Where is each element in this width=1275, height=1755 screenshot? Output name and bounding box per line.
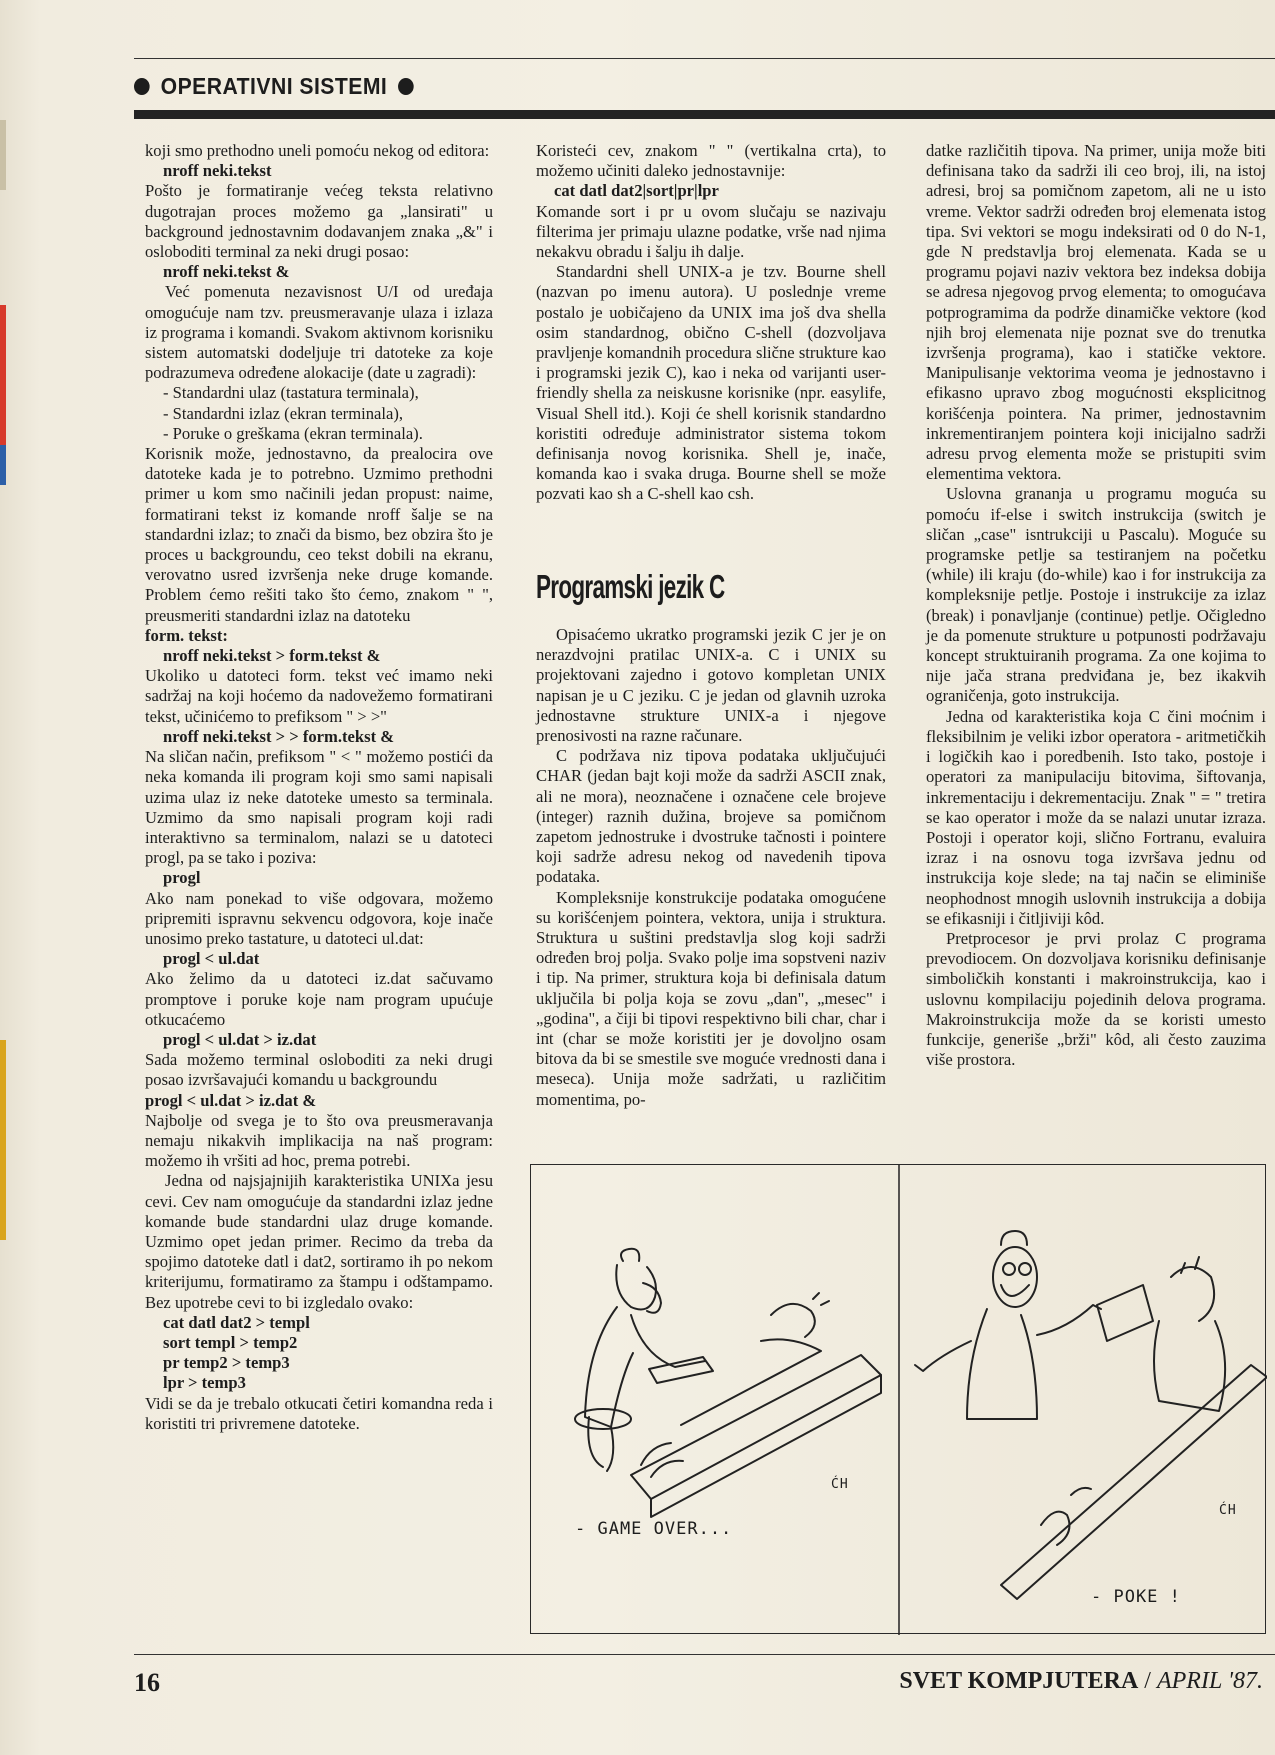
magazine-name: SVET KOMPJUTERA — [899, 1668, 1139, 1694]
column-2-upper-text — [536, 141, 886, 505]
command-line: progl < ul.dat > iz.dat — [163, 1029, 317, 1049]
paragraph: Na sličan način, prefiksom " < " možemo postići da neka komanda ili program koji smo sami napisali uzima ulaz iz neke datoteke umesto sa terminala. Uzmimo da smo napisali program koji radi interaktivno sa terminalom, nalazi se u datoteci progl, pa se tako i poziva: — [145, 747, 493, 868]
command-line: progl < ul.dat — [163, 949, 260, 969]
paragraph: - Poruke o greškama (ekran terminala). — [163, 423, 423, 443]
paragraph: Jedna od karakteristika koja C čini moćnim i fleksibilnim je veliki izbor operatora - aritmetičkih i logičkih kao i poredbenih. Isto tako, postoje i operatori za manipulaciju bitovima, šiftovanja, inkrementaciju i dekrementaciju. Znak " = " tretira se kao operator i može da se nalazi unutar izraza. Postoji i operator koji, slično Fortranu, evaluira izraz i na osnovu toga izvršava jednu od instrukcija koje slede; na taj način se eliminiše neophodnost mnogih uslovnih instrukcija a dobija se efikasniji i čitljiviji kôd. — [926, 706, 1266, 928]
paragraph: Korisnik može, jednostavno, da prealocira ove datoteke kada je to potrebno. Uzmimo prethodni primer u kom smo načinili jedan propust: naime, formatirani tekst iz komande nroff šalje se na standardni izlaz; to znači da bismo, bez obzira što je proces u backgroundu, ceo tekst dobili na ekranu, verovatno usred izvršenja neke druge komande. Problem ćemo rešiti tako što ćemo, znakom " ", preusmeriti standardni izlaz na datoteku — [145, 444, 493, 625]
command-line: cat datl dat2|sort|pr|lpr — [554, 181, 719, 201]
paragraph: Kompleksnije konstrukcije podataka omogućene su korišćenjem pointera, vektora, unija i struktura. Struktura u suštini predstavlja slog koji sadrži određen broj polja. Svako polje ima sopstveni naziv i tip. Na primer, struktura koja bi definisala datum uključila bi polja koja se zovu „dan", „mesec" i „godina", a čiji bi tipovi respektivno bili char, char i int (char se može koristiti jer je dovoljno osam bitova da bi se smestile sve moguće vrednosti dana i meseca). Unija može sadržati, u različitim momentima, po- — [536, 887, 886, 1109]
footer-rule — [134, 1654, 1275, 1655]
command-line: lpr > temp3 — [163, 1373, 246, 1393]
artist-signature: ĆH — [1219, 1503, 1237, 1518]
bullet-icon — [134, 78, 150, 95]
paragraph: Komande sort i pr u ovom slučaju se nazivaju filterima jer primaju ulazne podatke, vrše nad njima nekakvu obradu i šalju ih dalje. — [536, 201, 886, 262]
paragraph: Ukoliko u datoteci form. tekst već imamo neki sadržaj na koji hoćemo da nadovežemo formatirani tekst, učinićemo to prefiksom " > >" — [145, 666, 493, 726]
command-line: pr temp2 > temp3 — [163, 1353, 290, 1373]
command-line: nroff neki.tekst & — [163, 262, 290, 282]
header-rule-bar — [134, 110, 1275, 119]
command-line: progl — [163, 868, 201, 888]
column-2-lower-text — [536, 625, 886, 1110]
section-header — [134, 68, 414, 104]
cartoon-caption-right: - POKE ! — [1091, 1587, 1181, 1607]
paragraph: - Standardni ulaz (tastatura terminala), — [163, 383, 419, 403]
command-line: cat datl dat2 > templ — [163, 1312, 310, 1332]
paragraph: C podržava niz tipova podataka uključujući CHAR (jedan bajt koji može da sadrži ASCII znak, ali ne mora), neoznačene i označene cele brojeve (integer) raznih dužina, brojeve sa pomičnom zapetom jednostruke i dvostruke tačnosti i pointere koji sadrže adresu nekog od navedenih tipova podataka. — [536, 746, 886, 887]
article-column-3 — [926, 141, 1266, 1070]
paragraph: koji smo prethodno uneli pomoću nekog od editora: — [145, 141, 490, 160]
page-edge-mark — [0, 120, 6, 190]
paragraph: Standardni shell UNIX-a je tzv. Bourne shell (nazvan po imenu autora). U poslednje vreme postalo je uobičajeno da UNIX ima još dva shella osim standardnog, obično C-shell (dozvoljava pravljenje komandnih procedura slične strukture kao i programski jezik C), kao i neka od varijanti user-friendly shella za neiskusne korisnike (npr. easylife, Visual Shell itd.). Koji će shell korisnik standardno koristiti određuje administrator sistema tokom definisanja novog korisnika. Shell je, inače, komanda kao i svaka druga. Bourne shell se može pozvati kao sh a C-shell kao csh. — [536, 262, 886, 504]
artist-signature: ĆH — [831, 1477, 849, 1492]
paragraph: progl < ul.dat > iz.dat & — [145, 1090, 317, 1110]
header-rule-top — [134, 58, 1275, 59]
paragraph: Koristeći cev, znakom " " (vertikalna crta), to možemo učiniti daleko jednostavnije: — [536, 141, 886, 181]
paragraph: Sada možemo terminal osloboditi za neki drugi posao izvršavajući komandu u backgroundu — [145, 1050, 493, 1090]
command-line: nroff neki.tekst > form.tekst & — [163, 646, 381, 666]
subheading: Programski jezik C — [536, 568, 725, 605]
footer-separator: / — [1144, 1668, 1151, 1694]
paragraph: Najbolje od svega je to što ova preusmeravanja nemaju nikakvih implikacija na naš program: možemo ih vršiti ad hoc, prema potrebi. — [145, 1110, 493, 1171]
command-line: sort templ > temp2 — [163, 1332, 298, 1352]
section-title: OPERATIVNI SISTEMI — [160, 72, 388, 99]
paragraph: Uslovna grananja u programu moguća su pomoću if-else i switch instrukcija (switch je sličan „case" isntrukciji u Pascalu). Moguće su programske petlje sa testiranjem na početku (while) ili kraju (do-while) kao i for instrukcija za kompleksnije petlje. Postoje i instrukcije za izlaz (break) i ponavljanje (continue) petlje. Očigledno je da pomenute strukture u potpunosti podržavaju koncept struktuiranih programa. Za one kojima to nije jača strana predviđana je, bez ikakvih ograničenja, goto instrukcija. — [926, 484, 1266, 706]
cartoon-drawing — [531, 1165, 1267, 1635]
paragraph: Pošto je formatiranje većeg teksta relativno dugotrajan proces možemo ga „lansirati" u background jednostavnim dodavanjem znaka „&" i osloboditi terminal za neki drugi posao: — [145, 181, 493, 262]
page-edge-mark — [0, 1040, 6, 1240]
paragraph: Ako želimo da u datoteci iz.dat sačuvamo promptove i poruke koje nam program upućuje otkucaćemo — [145, 969, 493, 1029]
page-edge-mark — [0, 445, 6, 485]
article-column-1 — [145, 141, 493, 1434]
paragraph: form. tekst: — [145, 625, 228, 645]
bullet-icon — [398, 78, 414, 95]
paragraph: Ako nam ponekad to više odgovara, možemo pripremiti ispravnu sekvencu odgovora, koje inače unosimo preko tastature, u datoteci ul.dat: — [145, 888, 493, 948]
footer-magazine — [899, 1668, 1263, 1695]
paragraph: datke različitih tipova. Na primer, unija može biti definisana tako da sadrži ili ceo broj, ili, na istoj adresi, broj sa pomičnom zapetom, ali ne u isto vreme. Vektor sadrži određen broj elemenata istog tipa. Svi vektori se mogu indeksirati od 0 do N-1, gde N predstavlja broj elemenata. Kada se u programu pojavi naziv vektora bez indeksa dobija se adresa njegovog prvog elementa; to omogućava potprogramima da podrže dinamičke vektore (kod njih broj elemenata nije poznat sve do trenutka izvršenja programa), kao i statičke vektore. Manipulisanje vektorima veoma je jednostavno i efikasno upravo zbog mogućnosti eksplicitnog korišćenja pointera. Na primer, jednostavnim inkrementiranjem pointera koji inicijalno sadrži adresu prvog elementa može se pristupiti svim elementima vektora. — [926, 141, 1266, 484]
paragraph: Jedna od najsjajnijih karakteristika UNIXa jesu cevi. Cev nam omogućuje da standardni izlaz jedne komande bude standardni ulaz druge komande. Uzmimo opet jedan primer. Recimo da treba da spojimo datoteke datl i dat2, sortiramo ih po nekom kriterijumu, formatiramo za štampu i odštampamo. Bez upotrebe cevi to bi izgledalo ovako: — [145, 1171, 493, 1312]
paragraph: Opisaćemo ukratko programski jezik C jer je on nerazdvojni pratilac UNIX-a. C i UNIX su projektovani zajedno i gotovo kompletan UNIX napisan je u C jeziku. C je jedan od glavnih uzroka jednostavne strukture UNIX-a i njegove prenosivosti na razne računare. — [536, 625, 886, 746]
cartoon-caption-left: - GAME OVER... — [575, 1519, 733, 1539]
paragraph: Već pomenuta nezavisnost U/I od uređaja omogućuje nam tzv. preusmeravanje ulaza i izlaza iz programa i komandi. Svakom aktivnom korisniku sistem automatski dodeljuje tri datoteke za koje podrazumeva određene alokacije (date u zagradi): — [145, 282, 493, 383]
issue-date: APRIL '87. — [1156, 1668, 1263, 1694]
paragraph: Pretprocesor je prvi prolaz C programa prevodiocem. On dozvoljava korisniku definisanje simboličkih konstanti i makroinstrukcija, kao i uslovnu kompilaciju pojedinih delova programa. Makroinstrukcija može da se koristi umesto funkcije, generiše „brži" kôd, ali često zauzima više prostora. — [926, 928, 1266, 1070]
command-line: nroff neki.tekst — [163, 161, 272, 181]
page-number: 16 — [134, 1668, 160, 1697]
page-edge-mark — [0, 305, 6, 445]
cartoon-strip — [530, 1164, 1266, 1634]
paragraph: - Standardni izlaz (ekran terminala), — [163, 403, 404, 423]
paragraph: Vidi se da je trebalo otkucati četiri komandna reda i koristiti tri privremene datoteke. — [145, 1393, 493, 1433]
command-line: nroff neki.tekst > > form.tekst & — [163, 726, 395, 746]
